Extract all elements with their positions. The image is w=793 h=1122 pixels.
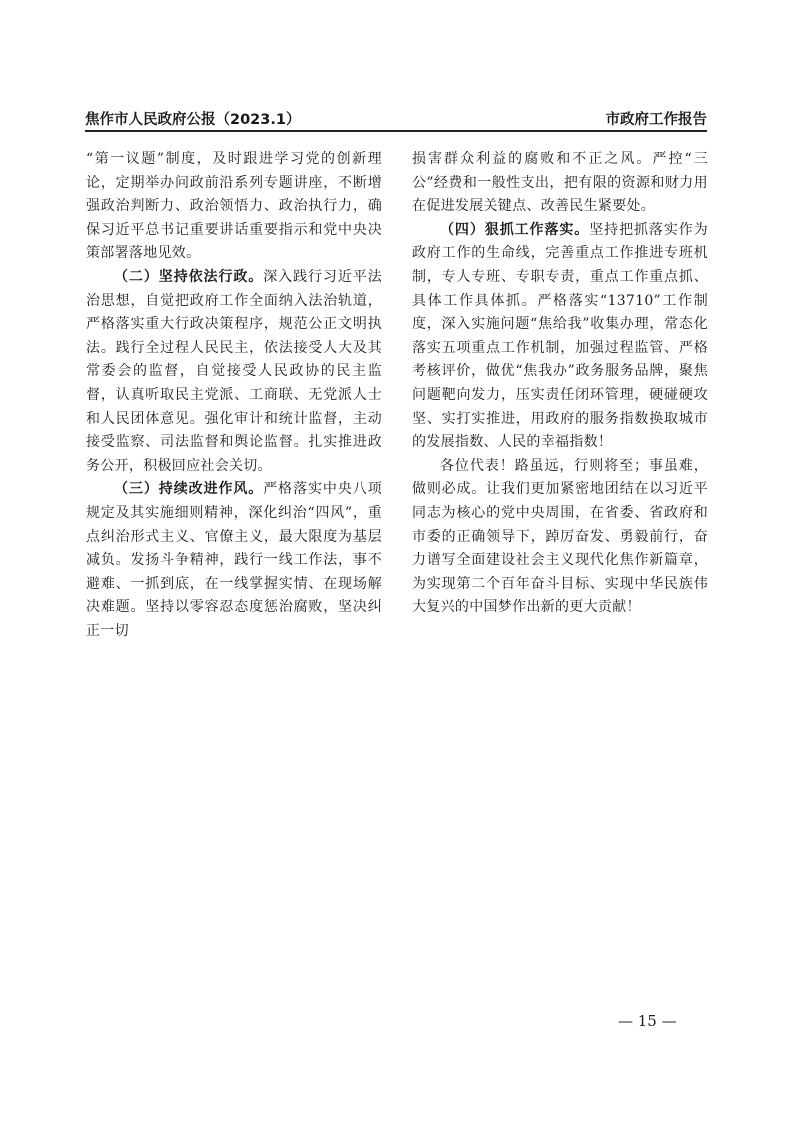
paragraph-heading: （二）坚持依法行政。 — [114, 268, 264, 285]
paragraph-closing: 各位代表！路虽远，行则将至；事虽难，做则必成。让我们更加紧密地团结在以习近平同志为核心的党中央周围，在省委、省政府和市委的正确领导下，踔厉奋发、勇毅前行，奋力谱写全面建设社会主义现代化焦作新篇章，为实现第二个百年奋斗目标、实现中华民族伟大复兴的中国梦作出新的更大贡献！ — [412, 457, 708, 616]
header-rule — [85, 130, 707, 132]
paragraph-rule-of-law — [86, 266, 382, 478]
right-column — [412, 148, 708, 620]
paragraph-continuation: 损害群众利益的腐败和不正之风。严控“三公”经费和一般性支出，把有限的资源和财力用在促进发展关键点、改善民生紧要处。 — [412, 151, 708, 215]
paragraph-body: 严格落实中央八项规定及其实施细则精神，深化纠治“四风”，重点纠治形式主义、官僚主义，最大限度为基层减负。发扬斗争精神，践行一线工作法，事不避难、一抓到底，在一线掌握实情、在现场解决难题。坚持以零容忍态度惩治腐败，坚决纠正一切 — [86, 481, 382, 639]
page-number: — 15 — — [618, 1012, 677, 1030]
paragraph-work-style — [86, 478, 382, 643]
paragraph-heading: （三）持续改进作风。 — [114, 481, 264, 498]
paragraph-body: 深入践行习近平法治思想，自觉把政府工作全面纳入法治轨道，严格落实重大行政决策程序，规范公正文明执法。践行全过程人民民主，依法接受人大及其常委会的监督，自觉接受人民政协的民主监督，认真听取民主党派、工商联、无党派人士和人民团体意见。强化审计和统计监督，主动接受监察、司法监督和舆论监督。扎实推进政务公开，积极回应社会关切。 — [86, 268, 382, 474]
left-column — [86, 148, 382, 643]
paragraph-continuation: “第一议题”制度，及时跟进学习党的创新理论，定期举办问政前沿系列专题讲座，不断增强政治判断力、政治领悟力、政治执行力，确保习近平总书记重要讲话重要指示和党中央决策部署落地见效。 — [86, 151, 382, 262]
paragraph-heading: （四）狠抓工作落实。 — [440, 221, 590, 238]
publication-title: 焦作市人民政府公报（2023.1） — [85, 112, 301, 128]
paragraph-body: 坚持把抓落实作为政府工作的生命线，完善重点工作推进专班机制，专人专班、专职专责，重点工作重点抓、具体工作具体抓。严格落实“13710”工作制度，深入实施问题“焦给我”收集办理，常态化落实五项重点工作机制，加强过程监管、严格考核评价，做优“焦我办”政务服务品牌，聚焦问题靶向发力，压实责任闭环管理，硬碰硬攻坚、实打实推进，用政府的服务指数换取城市的发展指数、人民的幸福指数！ — [412, 221, 708, 451]
section-title: 市政府工作报告 — [605, 112, 707, 128]
paragraph-implementation — [412, 219, 708, 455]
running-header — [85, 108, 707, 130]
